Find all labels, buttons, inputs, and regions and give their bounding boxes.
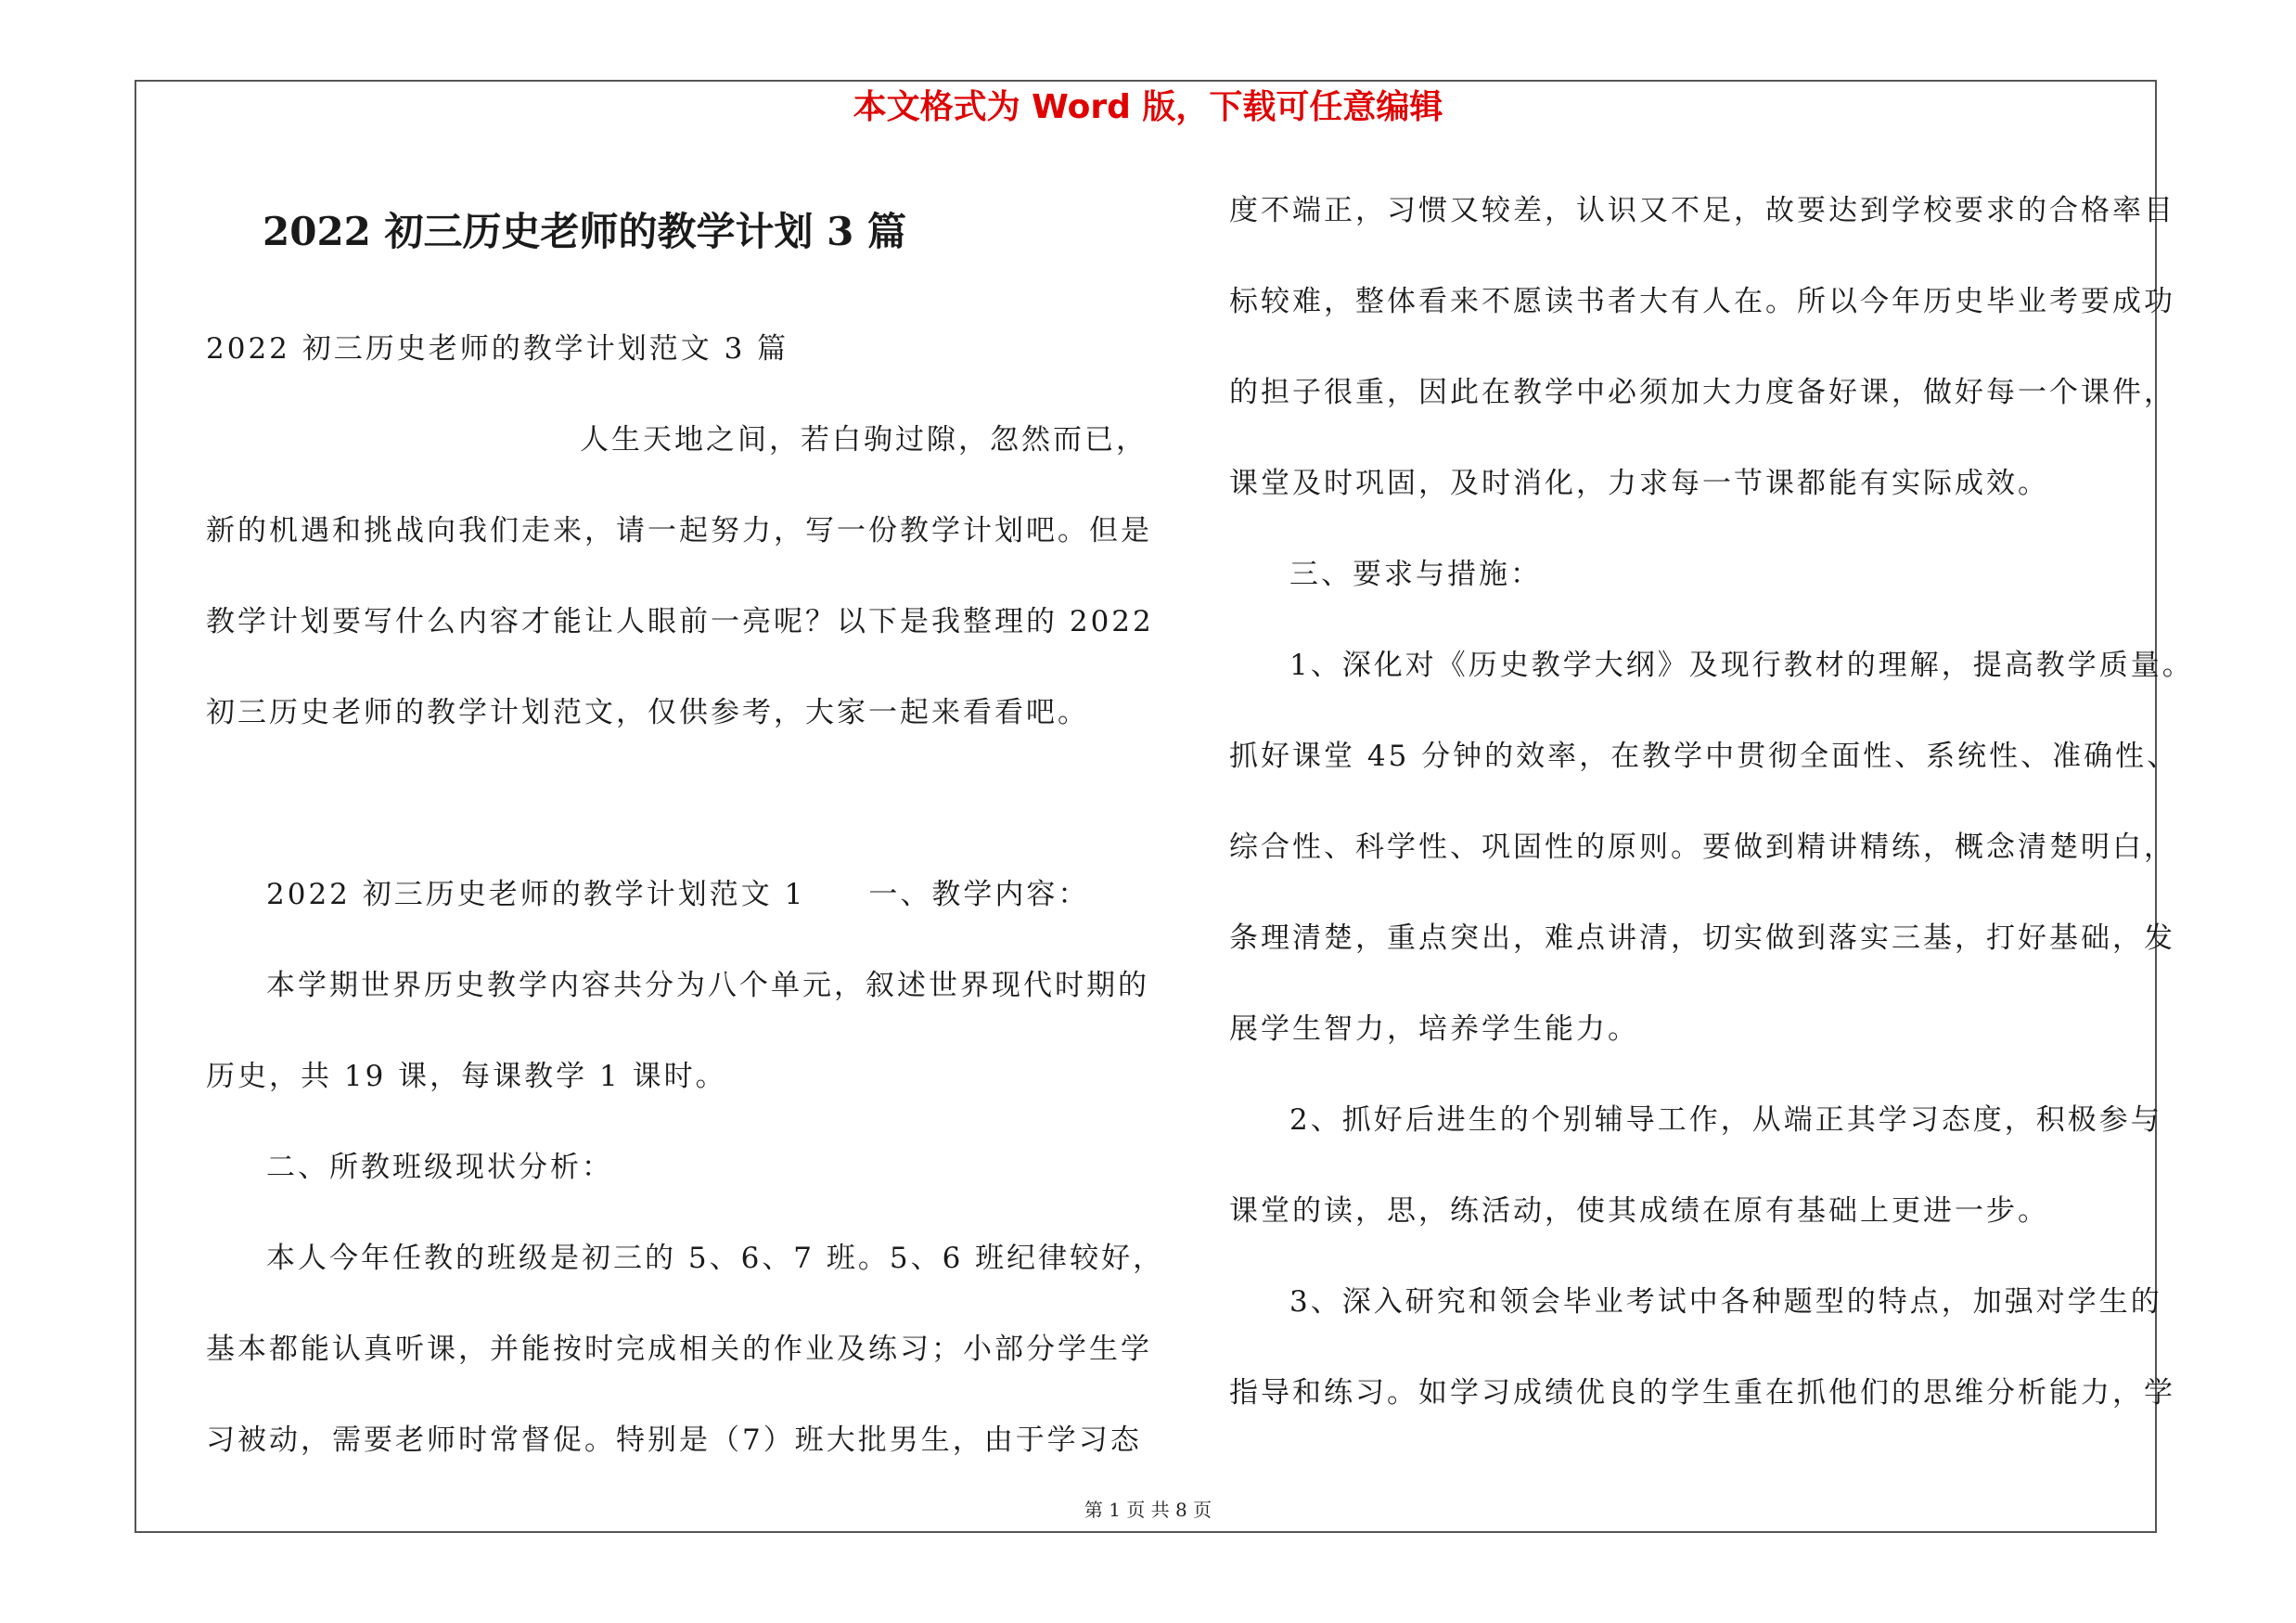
page-number: 第 1 页 共 8 页 (1084, 1499, 1212, 1521)
section-heading-line: 三、要求与措施： (1289, 558, 1542, 591)
paragraph-line: 新的机遇和挑战向我们走来，请一起努力，写一份教学计划吧。但是 (206, 514, 1152, 547)
paragraph-line: 基本都能认真听课，并能按时完成相关的作业及练习；小部分学生学 (206, 1333, 1152, 1366)
paragraph-line: 历史，共 19 课，每课教学 1 课时。 (206, 1060, 727, 1093)
format-banner: 本文格式为 Word 版，下载可任意编辑 (853, 88, 1443, 126)
paragraph-line: 课堂的读，思，练活动，使其成绩在原有基础上更进一步。 (1229, 1194, 2049, 1228)
paragraph-line: 教学计划要写什么内容才能让人眼前一亮呢？以下是我整理的 2022 (206, 605, 1154, 638)
document-title: 2022 初三历史老师的教学计划 3 篇 (263, 209, 906, 254)
paragraph-line: 抓好课堂 45 分钟的效率，在教学中贯彻全面性、系统性、准确性、 (1229, 740, 2179, 773)
paragraph-line: 标较难，整体看来不愿读书者大有人在。所以今年历史毕业考要成功 (1229, 285, 2175, 318)
paragraph-line: 综合性、科学性、巩固性的原则。要做到精讲精练，概念清楚明白， (1229, 831, 2175, 864)
paragraph-line: 本学期世界历史教学内容共分为八个单元，叙述世界现代时期的 (266, 969, 1149, 1002)
paragraph-line: 度不端正，习惯又较差，认识又不足，故要达到学校要求的合格率目 (1229, 194, 2175, 227)
paragraph-line: 2、抓好后进生的个别辅导工作，从端正其学习态度，积极参与 (1289, 1103, 2162, 1137)
paragraph-line: 课堂及时巩固，及时消化，力求每一节课都能有实际成效。 (1229, 467, 2049, 500)
paragraph-line: 初三历史老师的教学计划范文，仅供参考，大家一起来看看吧。 (206, 696, 1089, 729)
paragraph-line: 本人今年任教的班级是初三的 5、6、7 班。5、6 班纪律较好， (266, 1242, 1165, 1275)
paragraph-line: 条理清楚，重点突出，难点讲清，切实做到落实三基，打好基础，发 (1229, 921, 2175, 955)
paragraph-line: 习被动，需要老师时常督促。特别是（7）班大批男生，由于学习态 (206, 1423, 1142, 1457)
paragraph-line: 3、深入研究和领会毕业考试中各种题型的特点，加强对学生的 (1289, 1285, 2162, 1319)
section-heading-line: 2022 初三历史老师的教学计划范文 1 一、教学内容： (266, 878, 1090, 911)
section-heading-line: 二、所教班级现状分析： (266, 1151, 613, 1184)
subtitle-line: 2022 初三历史老师的教学计划范文 3 篇 (206, 332, 789, 366)
paragraph-line: 的担子很重，因此在教学中必须加大力度备好课，做好每一个课件， (1229, 376, 2175, 409)
paragraph-line: 人生天地之间，若白驹过隙，忽然而已， (580, 423, 1148, 457)
paragraph-line: 指导和练习。如学习成绩优良的学生重在抓他们的思维分析能力，学 (1229, 1376, 2175, 1410)
paragraph-line: 1、深化对《历史教学大纲》及现行教材的理解，提高教学质量。 (1289, 649, 2194, 682)
paragraph-line: 展学生智力，培养学生能力。 (1229, 1012, 1639, 1046)
